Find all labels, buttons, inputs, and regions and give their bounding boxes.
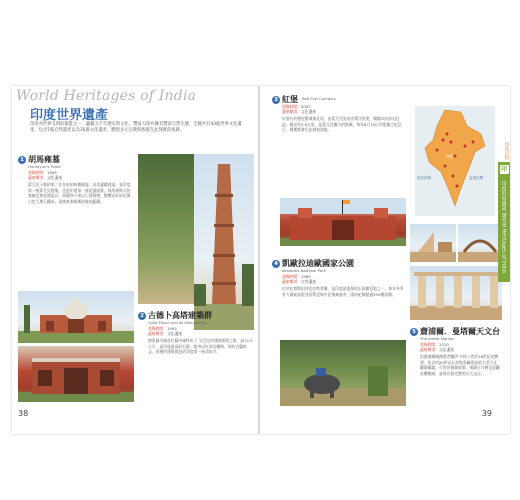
meta-year: 1993 xyxy=(46,170,57,175)
qutb-minar-photo xyxy=(194,154,254,330)
meta-type: 文化遺產 xyxy=(438,347,455,352)
intro-text: 印度為世界文明的搖籃之一，蘊藏五千年歷史與文化，豐富大陸亦擁有豐富自然生態，全國共有43處世界文化遺產，包含7處自然遺產以及35處文化遺產，體現多元宗教與族群在此翔實的痕跡。 xyxy=(30,122,242,134)
section-meta xyxy=(282,274,316,284)
meta-type-label: 遺產類別： xyxy=(282,109,301,114)
section-number-badge: 3 xyxy=(272,96,280,104)
jantar-mantar-photo-2 xyxy=(458,224,502,262)
humayun-tomb-illustration xyxy=(18,291,134,343)
elephant-ride-illustration xyxy=(280,340,406,406)
meta-year: 1993 xyxy=(166,326,177,331)
side-tab[interactable] xyxy=(498,162,510,282)
section-title-text: 古德卜高塔建築群 xyxy=(148,311,212,320)
red-fort-photo xyxy=(280,198,406,246)
meta-year-label: 登錄時間： xyxy=(28,170,47,175)
section-body: 蒙兀兒王朝的第二任皇帝胡馬雍陵寢，由其遺孀建造，是印度第一座蒙兀兒建築，也是印度第一座花園陵墓。採用波斯式的查赫巴格花園設計，周圍四十座以上建築物，整體以紅砂岩與白色大理石構成，是後來泰姬瑪哈陵的藍圖。 xyxy=(28,182,131,204)
map-label-sea: 阿拉伯海 xyxy=(417,176,431,180)
humayun-tomb-photo xyxy=(18,291,134,343)
humayun-gate-photo xyxy=(18,346,134,402)
section-subtitle-en: Humayun's Tomb xyxy=(28,164,61,169)
section-title-text: 凱歐拉迪歐國家公園 xyxy=(282,259,354,268)
english-title: World Heritages of India xyxy=(16,88,197,104)
qutb-minar-illustration xyxy=(194,154,254,330)
meta-type: 文化遺產 xyxy=(46,175,63,180)
section-subtitle-en: Red Fort Complex xyxy=(302,96,336,101)
side-tab-heading: 印度百科 xyxy=(504,142,509,160)
meta-year-label: 登錄時間： xyxy=(282,274,301,279)
section-title-text: 胡馬雍墓 xyxy=(28,155,60,164)
meta-year: 2007 xyxy=(300,104,311,109)
meta-year-label: 登錄時間： xyxy=(282,104,301,109)
india-map xyxy=(415,106,495,216)
section-body: 由齋浦爾城創建者傑伊·辛格二世於18世紀初興建，包含約20件以石材與金屬建造的大型天文觀測儀器，可用於測量時間、預測日月蝕及追蹤星體軌跡，是保存最完整的古天文台。 xyxy=(420,354,500,376)
meta-year-label: 登錄時間： xyxy=(420,342,439,347)
section-meta xyxy=(420,342,454,352)
meta-type: 文化遺產 xyxy=(300,109,317,114)
meta-year: 2010 xyxy=(438,342,449,347)
chinese-title: 印度世界遺產 xyxy=(30,108,109,123)
meta-type-label: 遺產類別： xyxy=(28,175,47,180)
section-body: 紅堡位於德里舊城東北角，由蒙兀兒皇帝沙賈汗所建，城牆以紅砂岩打造，總長約2.5公里，是蒙兀兒權力的象徵。每年8月15日印度獨立紀念日，總理都會在此發表演說。 xyxy=(282,116,402,133)
jantar-mantar-photo-1 xyxy=(410,224,456,262)
meta-year: 1985 xyxy=(300,274,311,279)
section-number-badge: 1 xyxy=(18,156,26,164)
map-label-bay: 孟加拉灣 xyxy=(469,176,483,180)
meta-year-label: 登錄時間： xyxy=(148,326,167,331)
section-body: 位於拉賈斯坦邦巴拉特普爾，是印度最重要的水鳥棲息地之一，每年冬季有大量候鳥從西伯利亞與中亞飛來過冬，園內紀錄超過350種鳥類。 xyxy=(282,286,404,297)
page-number: 38 xyxy=(18,409,29,418)
right-page xyxy=(260,86,510,434)
section-meta xyxy=(148,326,182,336)
section-meta xyxy=(282,104,316,114)
section-subtitle-en: The Jantar Mantar xyxy=(420,336,455,341)
meta-type: 自然遺產 xyxy=(300,279,317,284)
meta-type-label: 遺產類別： xyxy=(148,331,167,336)
section-number-badge: 4 xyxy=(272,260,280,268)
observatory-illustration xyxy=(458,224,502,262)
section-subtitle-en: Qutb Minar and its Monuments xyxy=(148,320,207,325)
section-body: 德里蘇丹國首位蘇丹庫特布丁·艾巴克所建的勝利之塔，高72.5公尺，是印度最高的石塔。塔身以紅砂岩雕刻，刻有古蘭經文，周邊的建築群包括印度第一座清真寺。 xyxy=(148,338,253,355)
section-subtitle-en: Keoladeo National Park xyxy=(282,268,326,273)
map-label-india: 印度 xyxy=(445,154,453,159)
left-page xyxy=(12,86,258,434)
section-number-badge: 5 xyxy=(410,328,418,336)
red-fort-illustration xyxy=(280,198,406,246)
meta-type-label: 遺產類別： xyxy=(282,279,301,284)
india-map-illustration xyxy=(415,106,495,216)
page-number: 39 xyxy=(481,409,492,418)
observatory-illustration xyxy=(410,224,456,262)
section-meta xyxy=(28,170,62,180)
gate-illustration xyxy=(18,346,134,402)
side-tab-mark: 印 xyxy=(500,166,507,173)
section-number-badge: 2 xyxy=(138,312,146,320)
section-title-text: 紅堡 xyxy=(282,95,298,104)
meta-type: 文化遺產 xyxy=(166,331,183,336)
keoladeo-photo xyxy=(280,340,406,406)
observatory-illustration xyxy=(410,266,502,320)
qutb-trees-photo xyxy=(138,154,194,304)
section-title-text: 齋浦爾．曼塔爾天文台 xyxy=(420,327,500,336)
jantar-mantar-photo-3 xyxy=(410,266,502,320)
meta-type-label: 遺產類別： xyxy=(420,347,439,352)
side-tab-label: 印度世界遺產 World Heritages of India xyxy=(500,181,507,273)
